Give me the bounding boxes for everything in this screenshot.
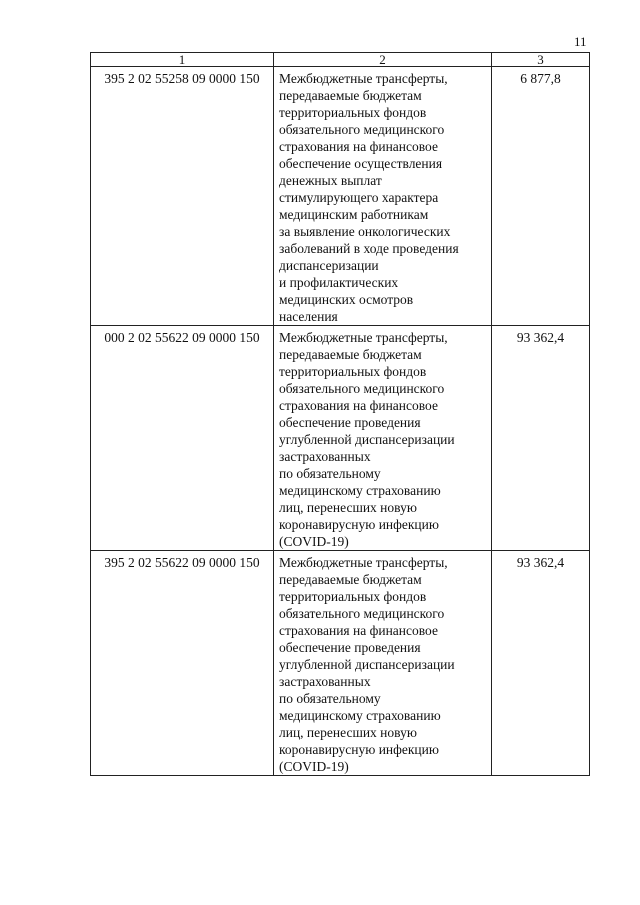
description-line: углубленной диспансеризации: [279, 657, 455, 672]
description-line: (COVID-19): [279, 759, 349, 774]
transfer-description-cell: [274, 326, 492, 551]
description-line: обеспечение проведения: [279, 640, 421, 655]
description-line: населения: [279, 309, 338, 324]
description-line: медицинским работникам: [279, 207, 429, 222]
description-line: передаваемые бюджетам: [279, 88, 422, 103]
description-line: обязательного медицинского: [279, 381, 445, 396]
column-header-sum: 3: [492, 53, 590, 67]
description-line: территориальных фондов: [279, 105, 427, 120]
description-line: медицинских осмотров: [279, 292, 414, 307]
description-line: стимулирующего характера: [279, 190, 439, 205]
description-line: медицинскому страхованию: [279, 483, 441, 498]
description-line: передаваемые бюджетам: [279, 572, 422, 587]
description-line: денежных выплат: [279, 173, 382, 188]
description-line: Межбюджетные трансферты,: [279, 71, 448, 86]
description-line: и профилактических: [279, 275, 399, 290]
description-line: обеспечение проведения: [279, 415, 421, 430]
amount-cell: 6 877,8: [492, 67, 590, 326]
description-line: коронавирусную инфекцию: [279, 517, 439, 532]
description-line: диспансеризации: [279, 258, 379, 273]
description-line: (COVID-19): [279, 534, 349, 549]
description-line: застрахованных: [279, 674, 371, 689]
description-line: Межбюджетные трансферты,: [279, 330, 448, 345]
amount-cell: 93 362,4: [492, 551, 590, 776]
budget-code-cell: 000 2 02 55622 09 0000 150: [91, 326, 274, 551]
column-header-code: 1: [91, 53, 274, 67]
budget-table: [90, 52, 590, 776]
description-line: медицинскому страхованию: [279, 708, 441, 723]
table-header-row: [91, 53, 590, 67]
description-line: углубленной диспансеризации: [279, 432, 455, 447]
description-line: Межбюджетные трансферты,: [279, 555, 448, 570]
description-line: по обязательному: [279, 466, 381, 481]
table-row: [91, 67, 590, 326]
description-line: за выявление онкологических: [279, 224, 451, 239]
description-line: страхования на финансовое: [279, 398, 438, 413]
description-line: заболеваний в ходе проведения: [279, 241, 459, 256]
description-line: по обязательному: [279, 691, 381, 706]
description-line: обязательного медицинского: [279, 606, 445, 621]
table-row: [91, 551, 590, 776]
description-line: коронавирусную инфекцию: [279, 742, 439, 757]
description-line: лиц, перенесших новую: [279, 725, 417, 740]
description-line: застрахованных: [279, 449, 371, 464]
description-line: страхования на финансовое: [279, 139, 438, 154]
transfer-description-cell: [274, 551, 492, 776]
amount-cell: 93 362,4: [492, 326, 590, 551]
transfer-description-cell: [274, 67, 492, 326]
table-body: [91, 67, 590, 776]
page-number: 11: [574, 34, 587, 49]
budget-code-cell: 395 2 02 55258 09 0000 150: [91, 67, 274, 326]
description-line: территориальных фондов: [279, 589, 427, 604]
description-line: обязательного медицинского: [279, 122, 445, 137]
budget-code-cell: 395 2 02 55622 09 0000 150: [91, 551, 274, 776]
description-line: обеспечение осуществления: [279, 156, 443, 171]
description-line: страхования на финансовое: [279, 623, 438, 638]
description-line: территориальных фондов: [279, 364, 427, 379]
table-row: [91, 326, 590, 551]
description-line: лиц, перенесших новую: [279, 500, 417, 515]
column-header-name: 2: [274, 53, 492, 67]
description-line: передаваемые бюджетам: [279, 347, 422, 362]
